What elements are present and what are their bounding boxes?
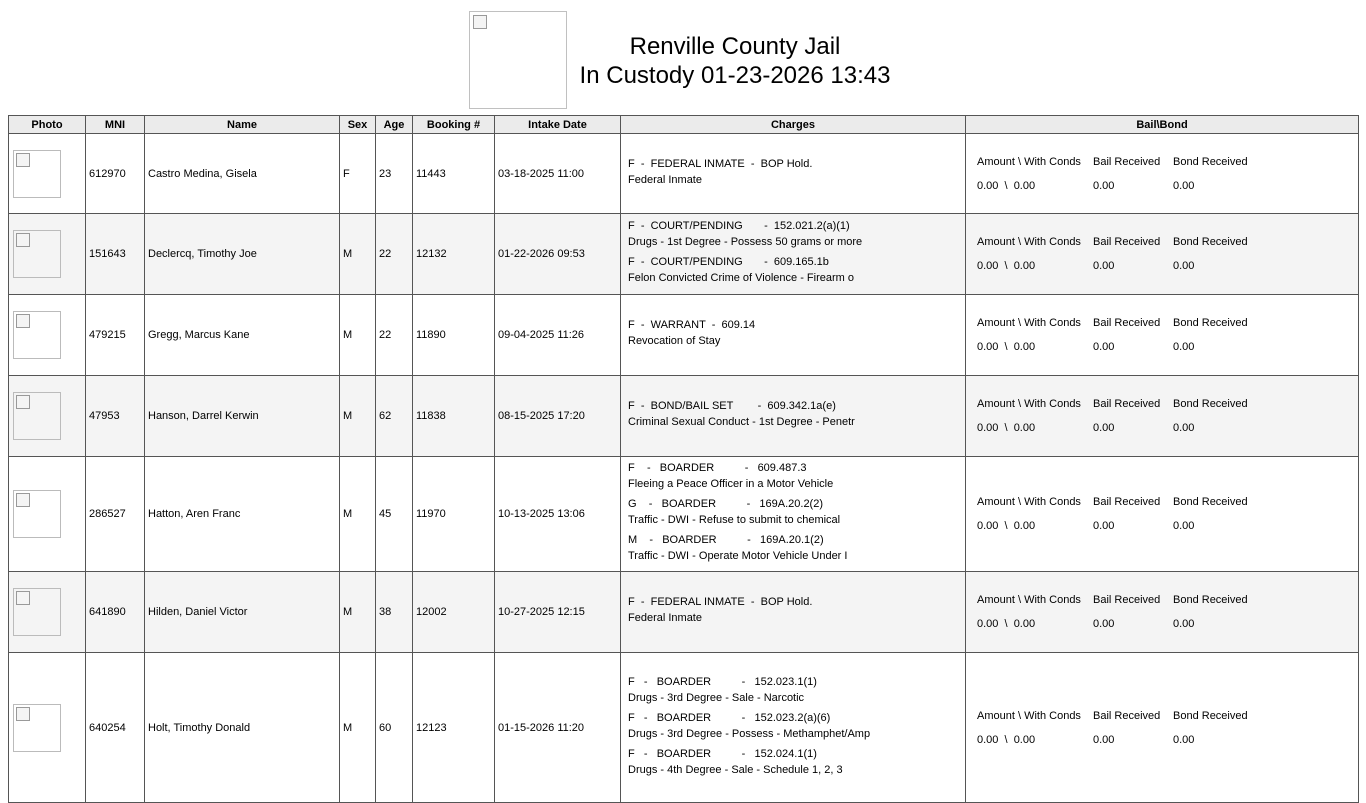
- charges-list: [624, 153, 965, 195]
- bail-grid: [969, 398, 1358, 434]
- bail-grid: [969, 156, 1358, 192]
- broken-image-icon: [16, 153, 30, 167]
- charge-description: Felon Convicted Crime of Violence - Firearm o: [628, 272, 854, 284]
- name-cell: Declercq, Timothy Joe: [145, 214, 340, 295]
- col-mni: MNI: [86, 116, 145, 134]
- inmate-photo[interactable]: [13, 588, 61, 636]
- charge-statute: M - BOARDER - 169A.20.1(2): [628, 534, 824, 546]
- charge-description: Federal Inmate: [628, 612, 702, 624]
- bail-grid: [969, 594, 1358, 630]
- amount-value: 0.00 \ 0.00: [977, 618, 1036, 630]
- photo-cell: [9, 457, 86, 572]
- name-cell: Hanson, Darrel Kerwin: [145, 376, 340, 457]
- bail-received-value: 0.00: [1093, 520, 1115, 532]
- booking-cell: 12002: [413, 572, 495, 653]
- bail-received-label: Bail Received: [1093, 236, 1161, 248]
- sex-cell: M: [340, 653, 376, 803]
- amount-label: Amount \ With Conds: [977, 398, 1081, 410]
- bond-received-label: Bond Received: [1173, 709, 1248, 722]
- age-cell: 22: [376, 214, 413, 295]
- bail-received-value: 0.00: [1093, 341, 1115, 353]
- amount-label: Amount \ With Conds: [977, 594, 1081, 606]
- intake-cell: 03-18-2025 11:00: [495, 134, 621, 214]
- charge-description: Drugs - 3rd Degree - Sale - Narcotic: [628, 691, 805, 704]
- amount-value: 0.00 \ 0.00: [977, 422, 1036, 434]
- broken-image-icon: [16, 591, 30, 605]
- bond-received-value: 0.00: [1173, 733, 1195, 746]
- col-intake-date: Intake Date: [495, 116, 621, 134]
- photo-cell: [9, 653, 86, 803]
- col-sex: Sex: [340, 116, 376, 134]
- booking-cell: 11443: [413, 134, 495, 214]
- bond-received-label: Bond Received: [1173, 496, 1248, 508]
- broken-image-icon: [16, 707, 30, 721]
- age-cell: 22: [376, 295, 413, 376]
- bond-received-value: 0.00: [1173, 260, 1195, 272]
- charges-cell: [621, 653, 966, 803]
- booking-cell: 12132: [413, 214, 495, 295]
- booking-cell: 12123: [413, 653, 495, 803]
- county-logo-image: [469, 11, 567, 109]
- amount-label: Amount \ With Conds: [977, 317, 1081, 329]
- bond-received-label: Bond Received: [1173, 236, 1248, 248]
- charge-statute: F - WARRANT - 609.14: [628, 319, 756, 331]
- inmate-photo[interactable]: [13, 230, 61, 278]
- charges-list: [624, 457, 965, 571]
- bail-received-value: 0.00: [1093, 179, 1115, 192]
- charge-statute: F - FEDERAL INMATE - BOP Hold.: [628, 596, 813, 608]
- bond-received-label: Bond Received: [1173, 398, 1248, 410]
- mni-cell: 479215: [86, 295, 145, 376]
- sex-cell: M: [340, 295, 376, 376]
- bail-cell: [966, 457, 1359, 572]
- bail-received-value: 0.00: [1093, 733, 1115, 746]
- table-header-row: [9, 116, 1359, 134]
- name-cell: Hilden, Daniel Victor: [145, 572, 340, 653]
- charge-description: Drugs - 3rd Degree - Possess - Methamphet/Amp: [628, 727, 871, 740]
- broken-image-icon: [16, 233, 30, 247]
- intake-cell: 09-04-2025 11:26: [495, 295, 621, 376]
- bail-received-label: Bail Received: [1093, 155, 1161, 168]
- bail-grid: [969, 236, 1358, 272]
- charges-cell: [621, 376, 966, 457]
- inmate-photo[interactable]: [13, 392, 61, 440]
- charges-list: [624, 591, 965, 633]
- age-cell: 45: [376, 457, 413, 572]
- charges-list: [624, 314, 965, 356]
- name-cell: Castro Medina, Gisela: [145, 134, 340, 214]
- name-cell: Hatton, Aren Franc: [145, 457, 340, 572]
- mni-cell: 640254: [86, 653, 145, 803]
- table-row: [9, 376, 1359, 457]
- photo-cell: [9, 295, 86, 376]
- sex-cell: M: [340, 457, 376, 572]
- col-charges: Charges: [621, 116, 966, 134]
- bail-cell: [966, 134, 1359, 214]
- inmate-photo[interactable]: [13, 704, 61, 752]
- amount-value: 0.00 \ 0.00: [977, 260, 1036, 272]
- mni-cell: 47953: [86, 376, 145, 457]
- bail-received-label: Bail Received: [1093, 709, 1161, 722]
- bail-cell: [966, 376, 1359, 457]
- table-row: [9, 572, 1359, 653]
- bail-cell: [966, 572, 1359, 653]
- amount-label: Amount \ With Conds: [977, 236, 1081, 248]
- bail-received-label: Bail Received: [1093, 317, 1161, 329]
- table-row: [9, 134, 1359, 214]
- table-row: [9, 457, 1359, 572]
- col-age: Age: [376, 116, 413, 134]
- charges-cell: [621, 457, 966, 572]
- age-cell: 62: [376, 376, 413, 457]
- bail-grid: [969, 317, 1358, 353]
- bail-received-value: 0.00: [1093, 260, 1115, 272]
- charges-list: [624, 395, 965, 437]
- photo-cell: [9, 572, 86, 653]
- age-cell: 23: [376, 134, 413, 214]
- bail-received-value: 0.00: [1093, 422, 1115, 434]
- table-row: [9, 295, 1359, 376]
- col-photo: Photo: [9, 116, 86, 134]
- broken-image-icon: [16, 314, 30, 328]
- charge-description: Fleeing a Peace Officer in a Motor Vehicle: [628, 478, 834, 490]
- amount-label: Amount \ With Conds: [977, 155, 1081, 168]
- charge-statute: F - BOND/BAIL SET - 609.342.1a(e): [628, 400, 836, 412]
- charge-statute: F - BOARDER - 609.487.3: [628, 462, 807, 474]
- charges-cell: [621, 572, 966, 653]
- bond-received-label: Bond Received: [1173, 155, 1248, 168]
- bond-received-value: 0.00: [1173, 341, 1195, 353]
- amount-label: Amount \ With Conds: [977, 709, 1081, 722]
- bail-received-value: 0.00: [1093, 618, 1115, 630]
- table-row: [9, 214, 1359, 295]
- bail-received-label: Bail Received: [1093, 594, 1161, 606]
- charges-cell: [621, 214, 966, 295]
- broken-image-icon: [16, 395, 30, 409]
- charge-statute: G - BOARDER - 169A.20.2(2): [628, 498, 824, 510]
- intake-cell: 10-13-2025 13:06: [495, 457, 621, 572]
- charge-description: Revocation of Stay: [628, 335, 721, 347]
- bail-grid: [969, 496, 1358, 532]
- mni-cell: 286527: [86, 457, 145, 572]
- col-name: Name: [145, 116, 340, 134]
- charge-statute: F - BOARDER - 152.024.1(1): [628, 747, 817, 760]
- photo-cell: [9, 214, 86, 295]
- amount-value: 0.00 \ 0.00: [977, 341, 1036, 353]
- inmate-photo[interactable]: [13, 150, 61, 198]
- bond-received-label: Bond Received: [1173, 317, 1248, 329]
- intake-cell: 10-27-2025 12:15: [495, 572, 621, 653]
- sex-cell: M: [340, 376, 376, 457]
- mni-cell: 612970: [86, 134, 145, 214]
- amount-value: 0.00 \ 0.00: [977, 733, 1036, 746]
- sex-cell: F: [340, 134, 376, 214]
- charges-list: [624, 671, 965, 785]
- report-header: [0, 0, 1366, 115]
- charge-statute: F - BOARDER - 152.023.1(1): [628, 675, 817, 688]
- name-cell: Gregg, Marcus Kane: [145, 295, 340, 376]
- mni-cell: 151643: [86, 214, 145, 295]
- bond-received-value: 0.00: [1173, 520, 1195, 532]
- booking-cell: 11970: [413, 457, 495, 572]
- charge-description: Drugs - 1st Degree - Possess 50 grams or more: [628, 236, 863, 248]
- name-cell: Holt, Timothy Donald: [145, 653, 340, 803]
- bond-received-value: 0.00: [1173, 422, 1195, 434]
- bond-received-value: 0.00: [1173, 179, 1195, 192]
- inmate-table: [8, 115, 1359, 803]
- charge-statute: F - COURT/PENDING - 152.021.2(a)(1): [628, 220, 850, 232]
- intake-cell: 08-15-2025 17:20: [495, 376, 621, 457]
- page-title: Renville County Jail: [629, 33, 841, 60]
- bond-received-label: Bond Received: [1173, 594, 1248, 606]
- intake-cell: 01-22-2026 09:53: [495, 214, 621, 295]
- charge-statute: F - BOARDER - 152.023.2(a)(6): [628, 711, 831, 724]
- col-booking: Booking #: [413, 116, 495, 134]
- bail-cell: [966, 653, 1359, 803]
- charge-statute: F - COURT/PENDING - 609.165.1b: [628, 256, 829, 268]
- col-bail-bond: Bail\Bond: [966, 116, 1359, 134]
- sex-cell: M: [340, 572, 376, 653]
- intake-cell: 01-15-2026 11:20: [495, 653, 621, 803]
- charges-cell: [621, 295, 966, 376]
- charge-description: Federal Inmate: [628, 173, 702, 186]
- booking-cell: 11890: [413, 295, 495, 376]
- amount-label: Amount \ With Conds: [977, 496, 1081, 508]
- charges-list: [624, 215, 965, 293]
- booking-cell: 11838: [413, 376, 495, 457]
- bail-cell: [966, 214, 1359, 295]
- charges-cell: [621, 134, 966, 214]
- sex-cell: M: [340, 214, 376, 295]
- table-row: [9, 653, 1359, 803]
- bond-received-value: 0.00: [1173, 618, 1195, 630]
- broken-image-icon: [16, 493, 30, 507]
- charge-description: Traffic - DWI - Operate Motor Vehicle Under I: [628, 550, 848, 562]
- broken-image-icon: [473, 15, 487, 29]
- amount-value: 0.00 \ 0.00: [977, 179, 1036, 192]
- photo-cell: [9, 134, 86, 214]
- bail-received-label: Bail Received: [1093, 398, 1161, 410]
- charge-description: Criminal Sexual Conduct - 1st Degree - Penetr: [628, 416, 855, 428]
- charge-description: Drugs - 4th Degree - Sale - Schedule 1, 2, 3: [628, 763, 843, 776]
- charge-description: Traffic - DWI - Refuse to submit to chemical: [628, 514, 841, 526]
- inmate-photo[interactable]: [13, 311, 61, 359]
- charge-statute: F - FEDERAL INMATE - BOP Hold.: [628, 157, 813, 170]
- amount-value: 0.00 \ 0.00: [977, 520, 1036, 532]
- photo-cell: [9, 376, 86, 457]
- mni-cell: 641890: [86, 572, 145, 653]
- age-cell: 38: [376, 572, 413, 653]
- bail-received-label: Bail Received: [1093, 496, 1161, 508]
- bail-cell: [966, 295, 1359, 376]
- inmate-photo[interactable]: [13, 490, 61, 538]
- age-cell: 60: [376, 653, 413, 803]
- bail-grid: [969, 710, 1358, 746]
- custody-timestamp: In Custody 01-23-2026 13:43: [579, 62, 891, 89]
